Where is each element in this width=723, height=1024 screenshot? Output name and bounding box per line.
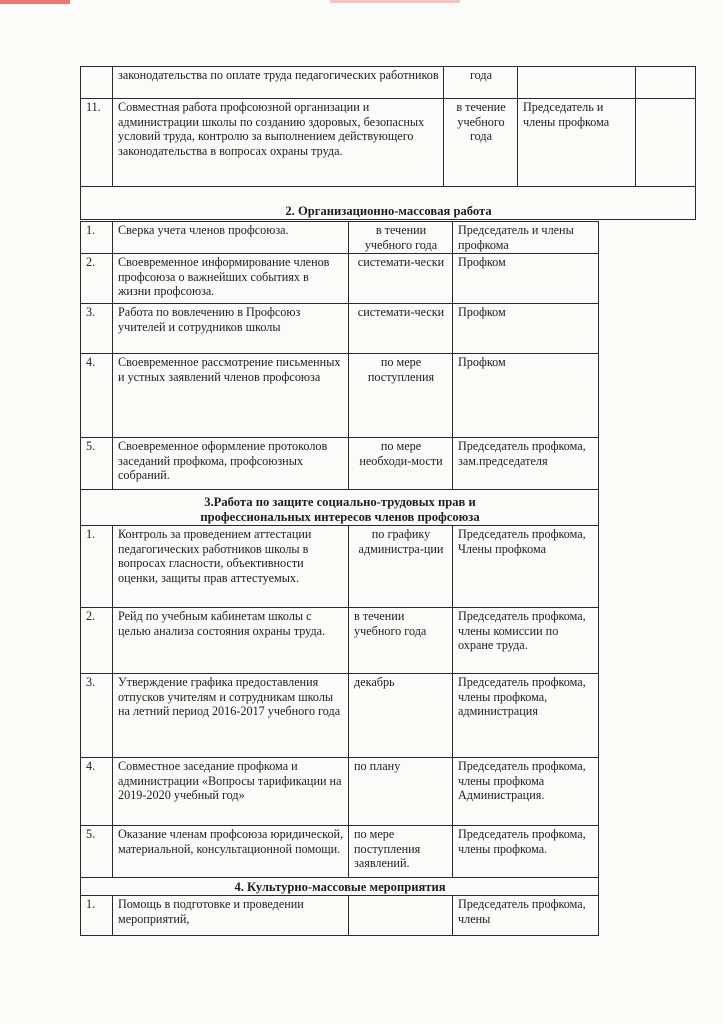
section-title-line: 3.Работа по защите социально-трудовых прав и: [204, 495, 476, 509]
row-event: Работа по вовлечению в Профсоюз учителей и сотрудников школы: [113, 304, 349, 354]
row-event: Своевременное оформление протоколов заседаний профкома, профсоюзных собраний.: [113, 438, 349, 490]
row-responsible: Председатель профкома, Члены профкома: [453, 526, 599, 608]
row-term: в течении учебного года: [349, 222, 453, 254]
table-row: [81, 304, 599, 354]
row-term: [349, 896, 453, 936]
row-responsible: Председатель профкома, зам.председателя: [453, 438, 599, 490]
row-term: системати-чески: [349, 254, 453, 304]
empty-cell: [636, 99, 696, 187]
row-event: Совместное заседание профкома и администрации «Вопросы тарификации на 2019-2020 учебный год»: [113, 758, 349, 826]
row-term: по мере поступления заявлений.: [349, 826, 453, 878]
table-row: [81, 896, 599, 936]
row-event: Контроль за проведением аттестации педагогических работников школы в вопросах гласности, объективности оценки, защиты прав аттестуемых.: [113, 526, 349, 608]
row-responsible: Председатель профкома, члены профкома, администрация: [453, 674, 599, 758]
row-term: по мере поступления: [349, 354, 453, 438]
row-number: 3.: [81, 304, 113, 354]
row-number: 2.: [81, 608, 113, 674]
scan-artifact-mark: [330, 0, 460, 3]
row-responsible: Председатель профкома, члены профкома.: [453, 826, 599, 878]
row-event: Сверка учета членов профсоюза.: [113, 222, 349, 254]
row-event: Утверждение графика предоставления отпусков учителям и сотрудникам школы на летний период 2016-2017 учебного года: [113, 674, 349, 758]
table-row: [81, 526, 599, 608]
table-row: [81, 67, 696, 99]
row-term: по графику администра-ции: [349, 526, 453, 608]
table-row: [81, 826, 599, 878]
row-term: в течении учебного года: [349, 608, 453, 674]
row-number: 5.: [81, 438, 113, 490]
section-title-line: профессиональных интересов членов профсоюза: [200, 509, 480, 524]
table-row: [81, 758, 599, 826]
row-responsible: [518, 67, 636, 99]
row-event: законодательства по оплате труда педагогических работников: [113, 67, 444, 99]
table-row: [81, 608, 599, 674]
table-row: [81, 354, 599, 438]
row-event: Рейд по учебным кабинетам школы с целью анализа состояния охраны труда.: [113, 608, 349, 674]
section-title: 4. Культурно-массовые мероприятия: [81, 878, 599, 896]
row-term: года: [444, 67, 518, 99]
row-number: 11.: [81, 99, 113, 187]
table-row: [81, 254, 599, 304]
row-number: 1.: [81, 896, 113, 936]
row-number: [81, 67, 113, 99]
plan-table-main: [80, 221, 599, 936]
row-responsible: Профком: [453, 304, 599, 354]
row-responsible: Председатель и члены профкома: [518, 99, 636, 187]
row-term: в течение учебного года: [444, 99, 518, 187]
table-row: [81, 99, 696, 187]
row-event: Своевременное рассмотрение письменных и устных заявлений членов профсоюза: [113, 354, 349, 438]
row-responsible: Председатель профкома, члены: [453, 896, 599, 936]
row-number: 3.: [81, 674, 113, 758]
section-title: 2. Организационно-массовая работа: [81, 187, 696, 220]
row-event: Оказание членам профсоюза юридической, материальной, консультационной помощи.: [113, 826, 349, 878]
row-event: Совместная работа профсоюзной организации и администрации школы по созданию здоровых, безопасных условий труда, контролю за выполнением действующего законодательства в вопросах охраны труда.: [113, 99, 444, 187]
row-number: 1.: [81, 222, 113, 254]
section-header-row: [81, 187, 696, 220]
row-responsible: Профком: [453, 354, 599, 438]
row-responsible: Профком: [453, 254, 599, 304]
row-number: 5.: [81, 826, 113, 878]
row-number: 4.: [81, 354, 113, 438]
row-responsible: Председатель и члены профкома: [453, 222, 599, 254]
plan-table-top: [80, 66, 696, 220]
row-number: 2.: [81, 254, 113, 304]
row-responsible: Председатель профкома, члены комиссии по охране труда.: [453, 608, 599, 674]
row-term: по плану: [349, 758, 453, 826]
section-header-row: [81, 490, 599, 526]
empty-cell: [636, 67, 696, 99]
section-header-row: [81, 878, 599, 896]
row-event: Своевременное информирование членов профсоюза о важнейших событиях в жизни профсоюза.: [113, 254, 349, 304]
section-title: [81, 490, 599, 526]
row-responsible: Председатель профкома, члены профкома Администрация.: [453, 758, 599, 826]
scan-artifact-mark: [0, 0, 70, 4]
row-term: системати-чески: [349, 304, 453, 354]
row-number: 1.: [81, 526, 113, 608]
row-term: по мере необходи-мости: [349, 438, 453, 490]
table-row: [81, 222, 599, 254]
table-row: [81, 674, 599, 758]
table-row: [81, 438, 599, 490]
row-term: декабрь: [349, 674, 453, 758]
row-event: Помощь в подготовке и проведении мероприятий,: [113, 896, 349, 936]
row-number: 4.: [81, 758, 113, 826]
